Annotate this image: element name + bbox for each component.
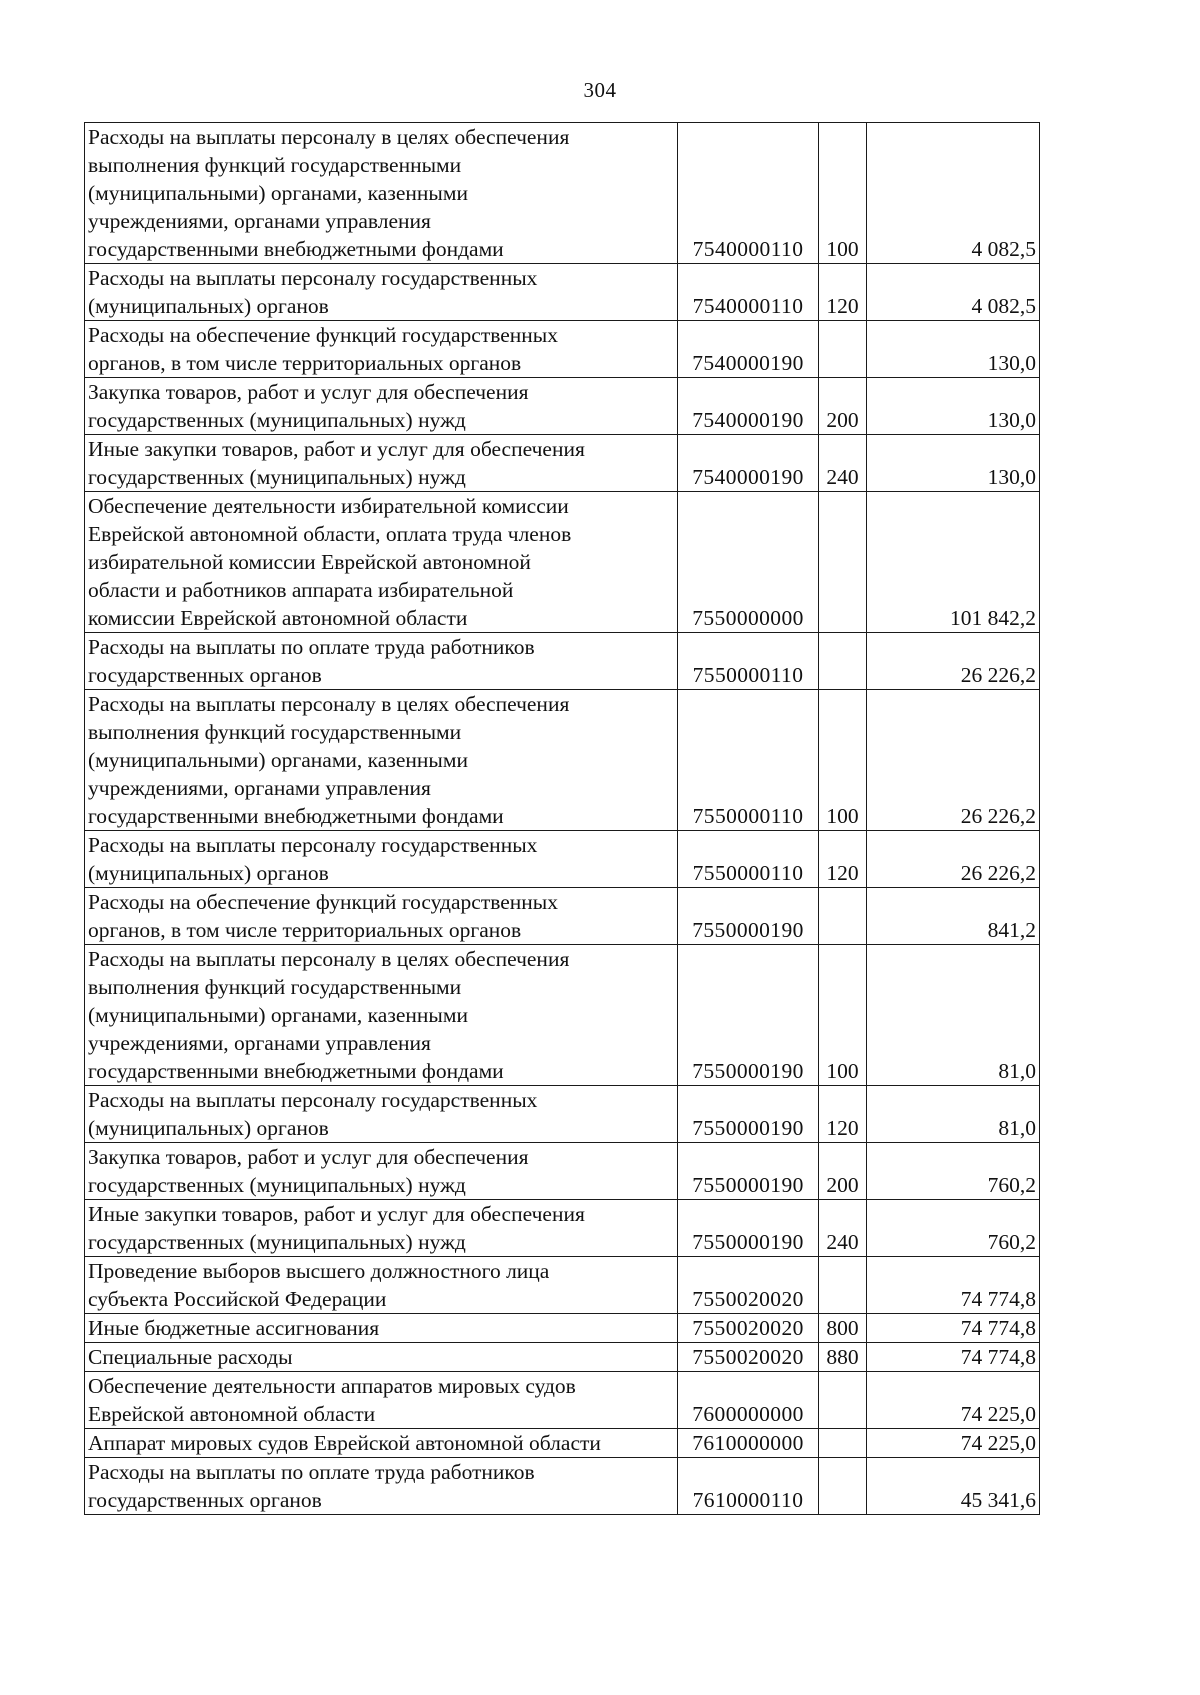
row-sum-cell: 130,0 xyxy=(867,378,1040,435)
row-type-cell: 240 xyxy=(819,1200,867,1257)
row-type-cell xyxy=(819,1372,867,1429)
row-type-cell xyxy=(819,633,867,690)
page-number: 304 xyxy=(583,78,617,102)
row-code-cell: 7540000190 xyxy=(678,378,819,435)
row-sum-cell: 74 225,0 xyxy=(867,1429,1040,1458)
row-sum-cell: 130,0 xyxy=(867,435,1040,492)
row-name-cell: Расходы на выплаты персоналу в целях обеспечения выполнения функций государственными (муниципальными) органами, казенными учреждениями, органами управления государственными внебюджетными фондами xyxy=(85,690,678,831)
table-row xyxy=(85,831,1040,888)
table-row xyxy=(85,1458,1040,1515)
row-code-cell: 7550000190 xyxy=(678,888,819,945)
table-row xyxy=(85,123,1040,264)
row-sum-cell: 74 774,8 xyxy=(867,1343,1040,1372)
row-sum-cell: 130,0 xyxy=(867,321,1040,378)
row-type-cell: 880 xyxy=(819,1343,867,1372)
row-sum-cell: 26 226,2 xyxy=(867,831,1040,888)
row-code-cell: 7550020020 xyxy=(678,1314,819,1343)
row-code-cell: 7550000190 xyxy=(678,945,819,1086)
row-code-cell: 7550000110 xyxy=(678,831,819,888)
table-row xyxy=(85,321,1040,378)
row-name-cell: Обеспечение деятельности аппаратов мировых судов Еврейской автономной области xyxy=(85,1372,678,1429)
row-name-cell: Закупка товаров, работ и услуг для обеспечения государственных (муниципальных) нужд xyxy=(85,1143,678,1200)
table-row xyxy=(85,1314,1040,1343)
row-name-cell: Проведение выборов высшего должностного лица субъекта Российской Федерации xyxy=(85,1257,678,1314)
row-code-cell: 7550000110 xyxy=(678,633,819,690)
row-name-cell: Обеспечение деятельности избирательной комиссии Еврейской автономной области, оплата труда членов избирательной комиссии Еврейской автономной области и работников аппарата избирательной комиссии Еврейской автономной области xyxy=(85,492,678,633)
row-sum-cell: 74 774,8 xyxy=(867,1314,1040,1343)
row-type-cell xyxy=(819,1257,867,1314)
table-row xyxy=(85,492,1040,633)
row-sum-cell: 26 226,2 xyxy=(867,633,1040,690)
row-sum-cell: 760,2 xyxy=(867,1200,1040,1257)
row-sum-cell: 101 842,2 xyxy=(867,492,1040,633)
row-type-cell: 120 xyxy=(819,264,867,321)
budget-table-body xyxy=(85,123,1040,1515)
row-type-cell: 120 xyxy=(819,831,867,888)
row-sum-cell: 4 082,5 xyxy=(867,264,1040,321)
row-code-cell: 7610000000 xyxy=(678,1429,819,1458)
row-type-cell: 200 xyxy=(819,378,867,435)
row-name-cell: Аппарат мировых судов Еврейской автономной области xyxy=(85,1429,678,1458)
table-row xyxy=(85,1257,1040,1314)
budget-table xyxy=(84,122,1040,1515)
row-name-cell: Иные закупки товаров, работ и услуг для обеспечения государственных (муниципальных) нужд xyxy=(85,435,678,492)
row-type-cell: 800 xyxy=(819,1314,867,1343)
table-row xyxy=(85,633,1040,690)
table-row xyxy=(85,888,1040,945)
table-row xyxy=(85,435,1040,492)
row-sum-cell: 74 774,8 xyxy=(867,1257,1040,1314)
row-sum-cell: 45 341,6 xyxy=(867,1458,1040,1515)
table-row xyxy=(85,264,1040,321)
row-type-cell: 100 xyxy=(819,945,867,1086)
table-row xyxy=(85,1429,1040,1458)
row-code-cell: 7550000190 xyxy=(678,1200,819,1257)
row-type-cell: 200 xyxy=(819,1143,867,1200)
row-sum-cell: 81,0 xyxy=(867,1086,1040,1143)
row-name-cell: Расходы на обеспечение функций государственных органов, в том числе территориальных органов xyxy=(85,888,678,945)
row-type-cell: 100 xyxy=(819,690,867,831)
row-name-cell: Расходы на выплаты персоналу в целях обеспечения выполнения функций государственными (муниципальными) органами, казенными учреждениями, органами управления государственными внебюджетными фондами xyxy=(85,945,678,1086)
row-name-cell: Расходы на обеспечение функций государственных органов, в том числе территориальных органов xyxy=(85,321,678,378)
row-code-cell: 7540000110 xyxy=(678,264,819,321)
table-row xyxy=(85,690,1040,831)
row-type-cell: 100 xyxy=(819,123,867,264)
row-name-cell: Расходы на выплаты персоналу в целях обеспечения выполнения функций государственными (муниципальными) органами, казенными учреждениями, органами управления государственными внебюджетными фондами xyxy=(85,123,678,264)
row-sum-cell: 760,2 xyxy=(867,1143,1040,1200)
row-sum-cell: 841,2 xyxy=(867,888,1040,945)
table-row xyxy=(85,1086,1040,1143)
table-row xyxy=(85,1200,1040,1257)
row-code-cell: 7550000110 xyxy=(678,690,819,831)
row-code-cell: 7550020020 xyxy=(678,1343,819,1372)
table-row xyxy=(85,1343,1040,1372)
table-row xyxy=(85,378,1040,435)
row-code-cell: 7540000190 xyxy=(678,321,819,378)
row-sum-cell: 26 226,2 xyxy=(867,690,1040,831)
row-type-cell xyxy=(819,1429,867,1458)
row-code-cell: 7540000110 xyxy=(678,123,819,264)
row-code-cell: 7540000190 xyxy=(678,435,819,492)
row-code-cell: 7550000190 xyxy=(678,1143,819,1200)
row-name-cell: Расходы на выплаты по оплате труда работников государственных органов xyxy=(85,1458,678,1515)
table-row xyxy=(85,1372,1040,1429)
row-code-cell: 7610000110 xyxy=(678,1458,819,1515)
row-sum-cell: 81,0 xyxy=(867,945,1040,1086)
row-name-cell: Закупка товаров, работ и услуг для обеспечения государственных (муниципальных) нужд xyxy=(85,378,678,435)
row-name-cell: Расходы на выплаты персоналу государственных (муниципальных) органов xyxy=(85,831,678,888)
row-code-cell: 7550020020 xyxy=(678,1257,819,1314)
row-name-cell: Иные закупки товаров, работ и услуг для обеспечения государственных (муниципальных) нужд xyxy=(85,1200,678,1257)
row-type-cell xyxy=(819,888,867,945)
row-code-cell: 7550000000 xyxy=(678,492,819,633)
row-name-cell: Специальные расходы xyxy=(85,1343,678,1372)
row-type-cell: 120 xyxy=(819,1086,867,1143)
row-type-cell: 240 xyxy=(819,435,867,492)
row-code-cell: 7550000190 xyxy=(678,1086,819,1143)
row-type-cell xyxy=(819,321,867,378)
row-code-cell: 7600000000 xyxy=(678,1372,819,1429)
row-sum-cell: 74 225,0 xyxy=(867,1372,1040,1429)
table-row xyxy=(85,1143,1040,1200)
row-type-cell xyxy=(819,492,867,633)
row-name-cell: Расходы на выплаты персоналу государственных (муниципальных) органов xyxy=(85,264,678,321)
row-sum-cell: 4 082,5 xyxy=(867,123,1040,264)
row-name-cell: Расходы на выплаты персоналу государственных (муниципальных) органов xyxy=(85,1086,678,1143)
row-name-cell: Иные бюджетные ассигнования xyxy=(85,1314,678,1343)
row-type-cell xyxy=(819,1458,867,1515)
row-name-cell: Расходы на выплаты по оплате труда работников государственных органов xyxy=(85,633,678,690)
table-row xyxy=(85,945,1040,1086)
